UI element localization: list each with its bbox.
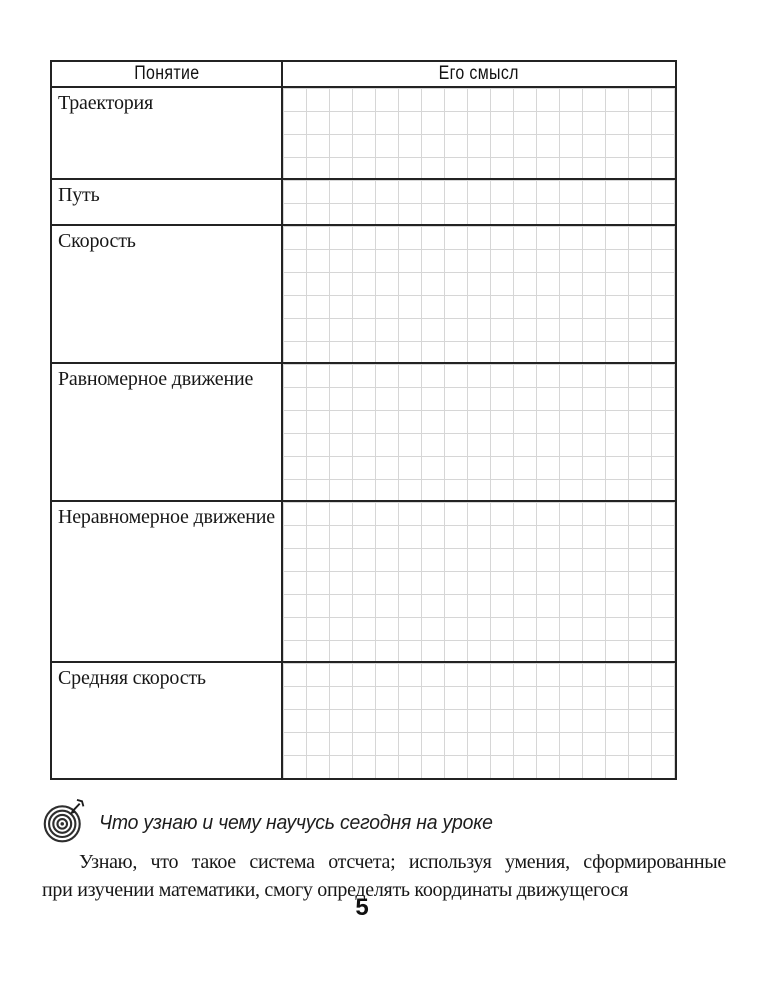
learn-section (42, 799, 726, 904)
meaning-grid-cell (283, 663, 675, 778)
meaning-grid-cell (283, 88, 675, 178)
paragraph-line: Узнаю, что такое система отсчета; используя умения, сформированные (79, 851, 726, 873)
target-dart-icon (42, 799, 88, 845)
concepts-table (50, 60, 677, 780)
header-meaning-label: Его смысл (438, 63, 520, 84)
concept-cell: Равномерное движение (52, 364, 283, 500)
table-row (52, 180, 675, 226)
meaning-grid-cell (283, 502, 675, 661)
page-number: 5 (355, 894, 369, 921)
meaning-grid-cell (283, 226, 675, 362)
table-row (52, 88, 675, 180)
table-row (52, 502, 675, 663)
concept-cell: Скорость (52, 226, 283, 362)
concept-cell: Неравномерное движение (52, 502, 283, 661)
table-row (52, 364, 675, 502)
concept-cell: Средняя скорость (52, 663, 283, 778)
meaning-grid-cell (283, 180, 675, 224)
concept-cell: Путь (52, 180, 283, 224)
table-row (52, 226, 675, 364)
header-concept-label: Понятие (133, 63, 200, 84)
paragraph-line: при изучении математики, смогу определять координаты движущегося (42, 879, 629, 901)
header-cell-meaning (283, 62, 675, 86)
learn-heading: Что узнаю и чему научусь сегодня на уроке (99, 811, 493, 834)
table-row (52, 663, 675, 778)
header-cell-concept (52, 62, 283, 86)
concept-cell: Траектория (52, 88, 283, 178)
table-header-row (52, 62, 675, 88)
meaning-grid-cell (283, 364, 675, 500)
learn-heading-row (42, 799, 726, 845)
